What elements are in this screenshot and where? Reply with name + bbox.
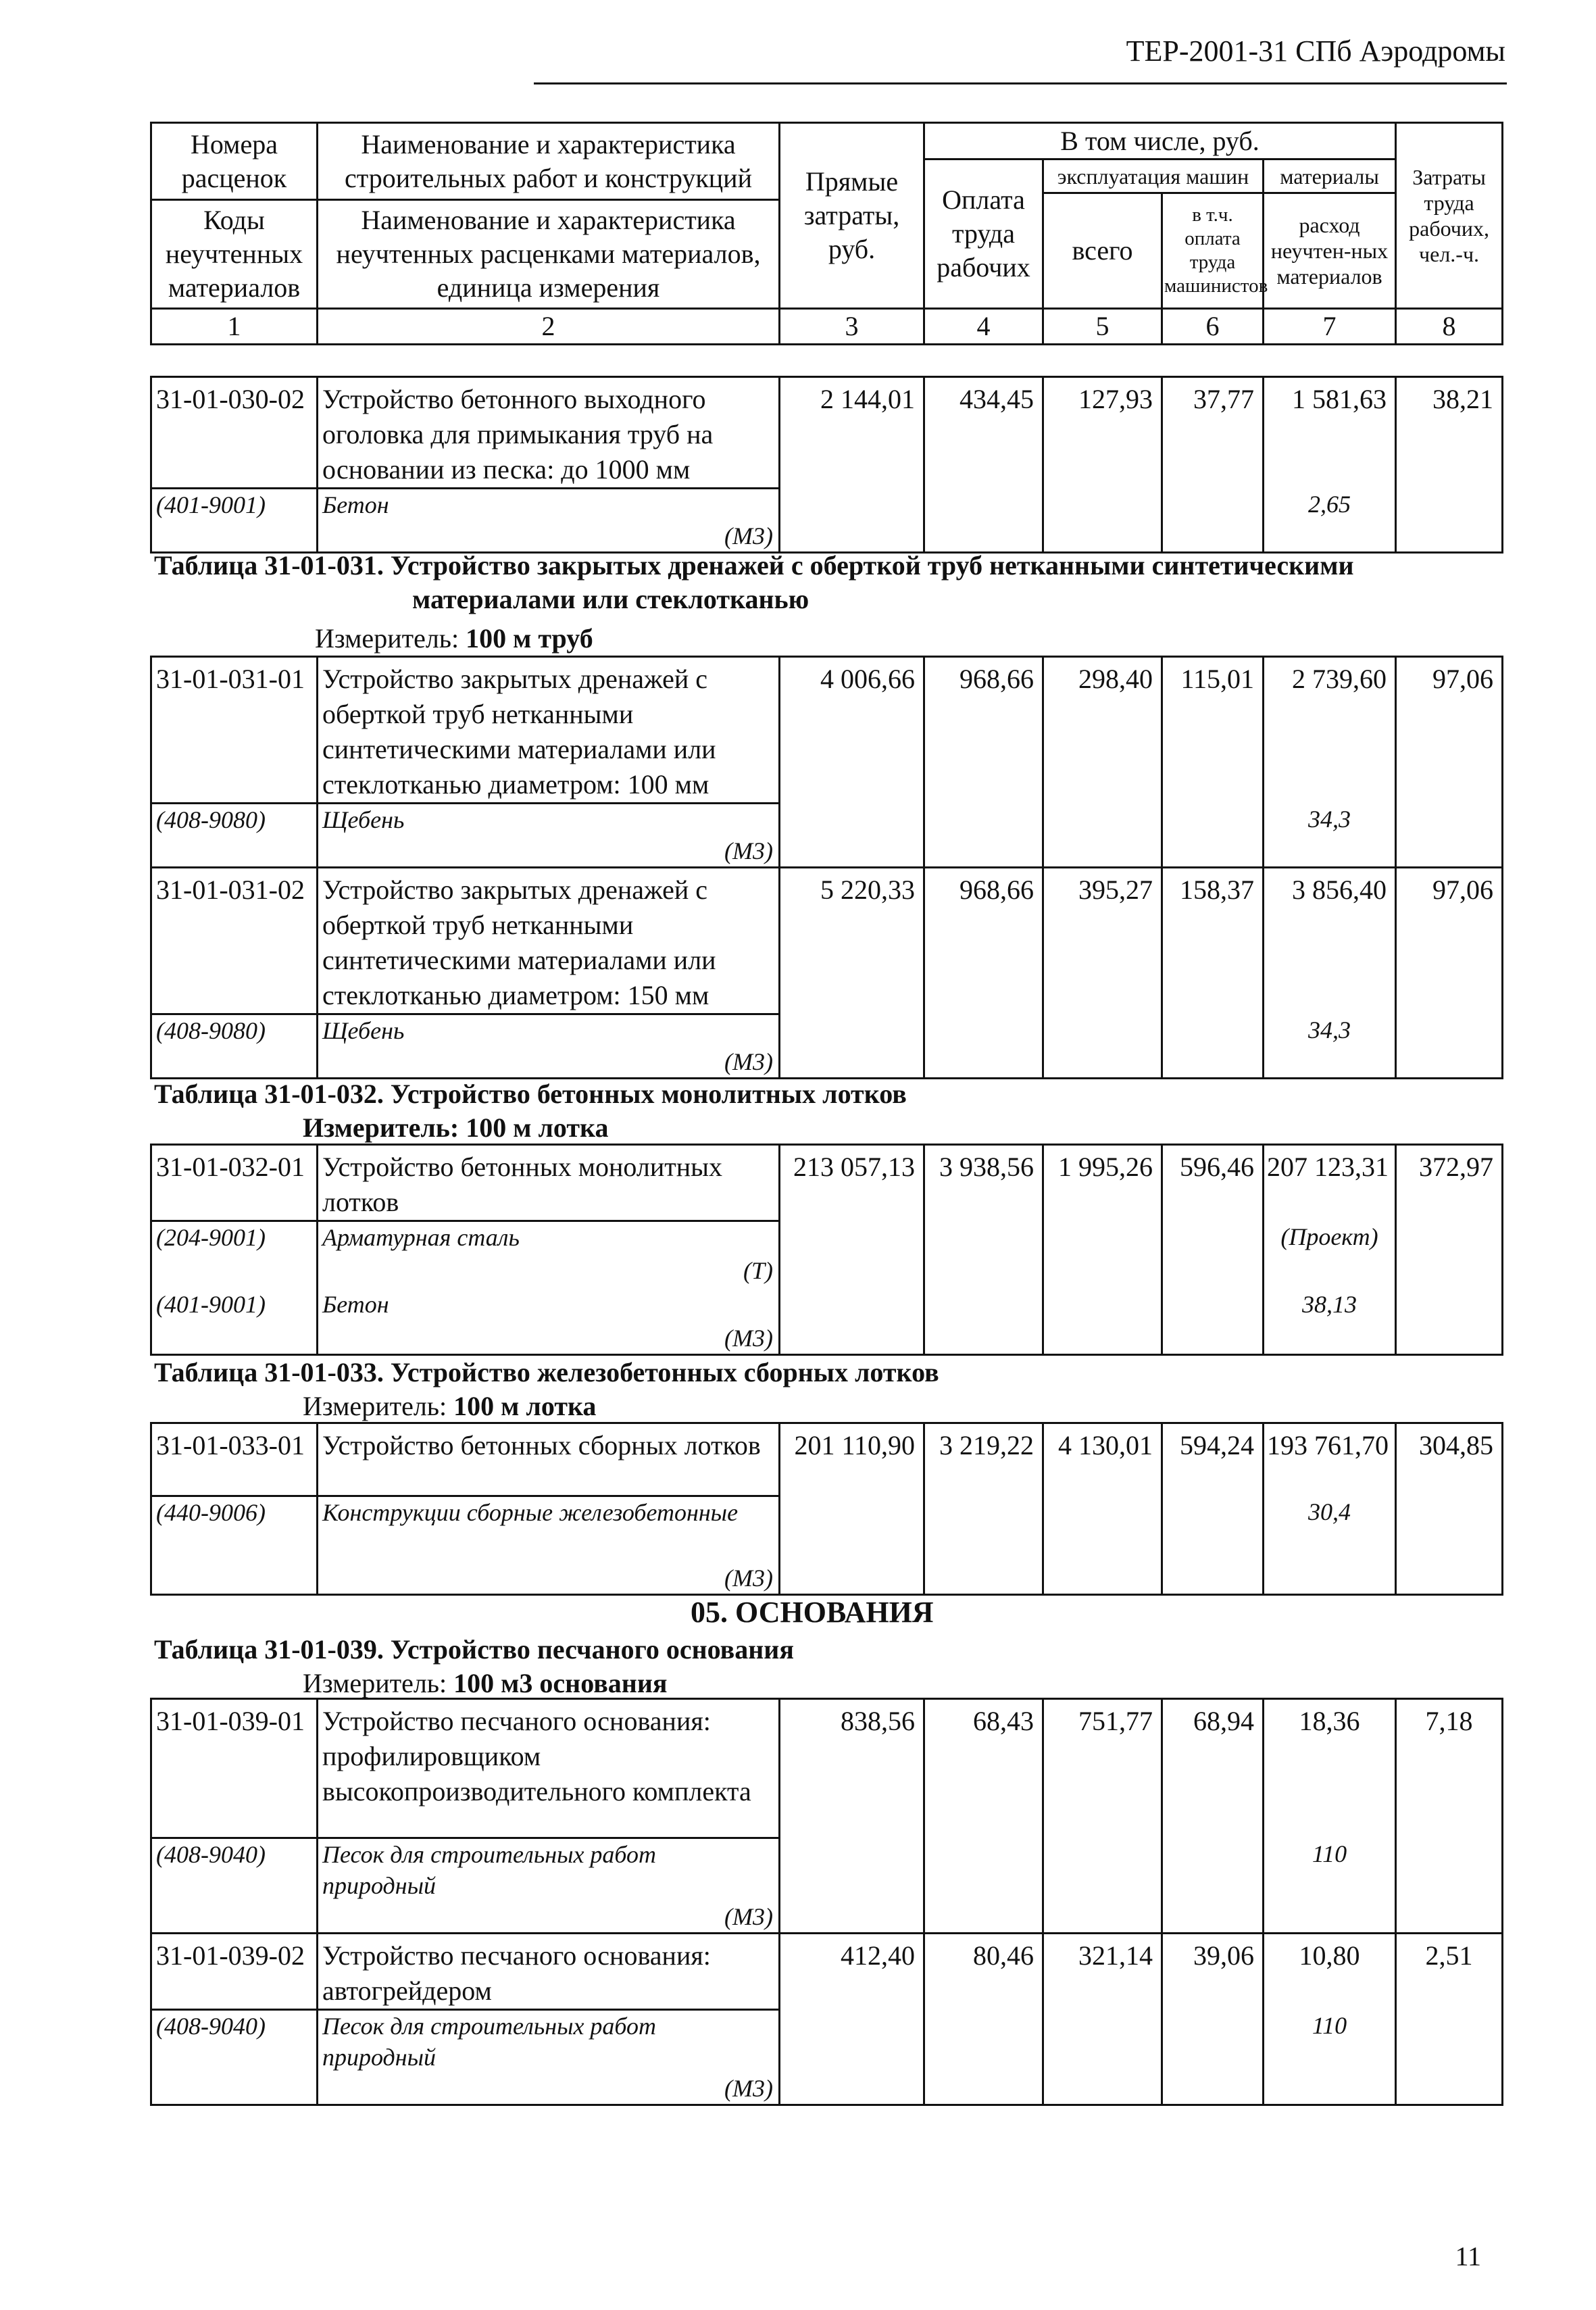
material-code: (408-9080) (151, 804, 318, 868)
materials-cost: 18,36 (1264, 1699, 1396, 1838)
material-code: (204-9001) (151, 1221, 318, 1289)
machines-total: 1 995,26 (1043, 1145, 1162, 1355)
caption-title-cont: материалами или стеклотканью (412, 584, 809, 614)
caption-title: Таблица 31-01-031. Устройство закрытых дренажей с оберткой труб нетканными синтетическими (154, 550, 1354, 581)
col-header-number-label: Номера расценок (181, 128, 287, 193)
table-row (151, 1423, 1503, 1496)
table-block-033 (150, 1422, 1503, 1596)
table-block-030 (150, 376, 1503, 554)
table-block-032 (150, 1144, 1503, 1356)
material-name: Бетон (318, 489, 780, 521)
operators-wages: 68,94 (1162, 1699, 1264, 1934)
col-header-codes: Коды неучтенных материалов (151, 200, 318, 309)
direct-cost: 2 144,01 (780, 377, 924, 553)
material-name: Песок для строительных работ природный (318, 2010, 780, 2073)
material-quantity: 2,65 (1264, 489, 1396, 553)
machines-total: 4 130,01 (1043, 1423, 1162, 1595)
materials-cost: 193 761,70 (1264, 1423, 1396, 1496)
material-code: (401-9001) (151, 489, 318, 553)
col-header-codes-number (151, 123, 318, 200)
machines-total: 395,27 (1043, 868, 1162, 1079)
machines-total: 298,40 (1043, 657, 1162, 868)
labor-hours: 38,21 (1396, 377, 1503, 553)
material-unit: (М3) (318, 1046, 780, 1079)
direct-cost: 5 220,33 (780, 868, 924, 1079)
meter-label: Измеритель: (303, 1668, 454, 1698)
meter (303, 1667, 794, 1700)
rate-description: Устройство песчаного основания: автогрейдером (318, 1934, 780, 2010)
direct-cost: 201 110,90 (780, 1423, 924, 1595)
material-quantity: 34,3 (1264, 804, 1396, 868)
rate-code: 31-01-039-02 (151, 1934, 318, 2010)
labor-hours: 7,18 (1396, 1699, 1503, 1934)
rate-description: Устройство песчаного основания: профилировщиком высокопроизводительного комплекта (318, 1699, 780, 1838)
rate-code: 31-01-039-01 (151, 1699, 318, 1838)
page-number: 11 (1455, 2241, 1481, 2271)
operators-wages: 596,46 (1162, 1145, 1264, 1355)
table-caption-032 (154, 1077, 907, 1145)
meter: Измеритель: 100 м лотка (303, 1112, 609, 1143)
operators-wages: 594,24 (1162, 1423, 1264, 1595)
table-row (151, 868, 1503, 1014)
material-code: (408-9080) (151, 1014, 318, 1079)
material-unit: (М3) (318, 520, 780, 553)
labor-hours: 97,06 (1396, 868, 1503, 1079)
material-unit: (М3) (318, 1563, 780, 1595)
col-header-name-label: Наименование и характеристика строительных работ и конструкций (345, 128, 752, 193)
wages: 80,46 (924, 1934, 1043, 2105)
material-quantity: (Проект) (1264, 1221, 1396, 1289)
wages: 68,43 (924, 1699, 1043, 1934)
material-code: (408-9040) (151, 2010, 318, 2105)
material-quantity: 30,4 (1264, 1496, 1396, 1595)
col-num-7: 7 (1264, 309, 1396, 345)
table-block-039 (150, 1698, 1503, 2106)
material-code: (401-9001) (151, 1289, 318, 1355)
col-header-total: всего (1043, 193, 1162, 309)
meter-031 (315, 622, 593, 656)
material-quantity: 110 (1264, 2010, 1396, 2105)
col-num-2: 2 (318, 309, 780, 345)
table-row (151, 1934, 1503, 2010)
col-header-materials: материалы (1264, 159, 1396, 193)
rate-description: Устройство бетонного выходного оголовка для примыкания труб на основании из песка: до 1000 мм (318, 377, 780, 489)
meter-value: 100 м труб (466, 623, 593, 654)
material-unit: (М3) (318, 1323, 780, 1355)
rate-code: 31-01-030-02 (151, 377, 318, 489)
table-caption-039 (154, 1633, 794, 1700)
material-code: (408-9040) (151, 1838, 318, 1934)
col-header-material-name: Наименование и характеристика неучтенных расценками материалов, единица измерения (318, 200, 780, 309)
col-num-3: 3 (780, 309, 924, 345)
direct-cost: 412,40 (780, 1934, 924, 2105)
rate-description: Устройство закрытых дренажей с оберткой труб нетканными синтетическими материалами или стеклотканью диаметром: 150 мм (318, 868, 780, 1014)
rate-code: 31-01-033-01 (151, 1423, 318, 1496)
labor-hours: 372,97 (1396, 1145, 1503, 1355)
rate-code: 31-01-031-01 (151, 657, 318, 804)
rate-code: 31-01-031-02 (151, 868, 318, 1014)
table-caption-031 (154, 549, 1354, 616)
table-row (151, 1145, 1503, 1221)
table-row (151, 377, 1503, 489)
col-header-name (318, 123, 780, 200)
material-quantity: 38,13 (1264, 1289, 1396, 1355)
col-num-5: 5 (1043, 309, 1162, 345)
machines-total: 321,14 (1043, 1934, 1162, 2105)
table-row (151, 657, 1503, 804)
col-header-wages: Оплата труда рабочих (924, 159, 1043, 309)
rate-description: Устройство закрытых дренажей с оберткой труб нетканными синтетическими материалами или стеклотканью диаметром: 100 мм (318, 657, 780, 804)
col-num-4: 4 (924, 309, 1043, 345)
caption-title: Таблица 31-01-033. Устройство железобетонных сборных лотков (154, 1357, 939, 1387)
material-unit: (М3) (318, 2073, 780, 2105)
table-row (151, 1699, 1503, 1838)
col-num-1: 1 (151, 309, 318, 345)
machines-total: 751,77 (1043, 1699, 1162, 1934)
direct-cost: 4 006,66 (780, 657, 924, 868)
direct-cost: 213 057,13 (780, 1145, 924, 1355)
materials-cost: 2 739,60 (1264, 657, 1396, 804)
material-name: Конструкции сборные железобетонные (318, 1496, 780, 1563)
section-heading: 05. ОСНОВАНИЯ (691, 1596, 934, 1629)
rate-description: Устройство бетонных монолитных лотков (318, 1145, 780, 1221)
materials-cost: 207 123,31 (1264, 1145, 1396, 1221)
material-unit: (Т) (318, 1255, 780, 1289)
col-header-direct: Прямые затраты, руб. (780, 123, 924, 309)
wages: 3 938,56 (924, 1145, 1043, 1355)
table-block-031 (150, 656, 1503, 1079)
wages: 968,66 (924, 868, 1043, 1079)
col-num-8: 8 (1396, 309, 1503, 345)
wages: 434,45 (924, 377, 1043, 553)
operators-wages: 115,01 (1162, 657, 1264, 868)
header-rule (534, 82, 1507, 84)
operators-wages: 158,37 (1162, 868, 1264, 1079)
meter-label: Измеритель: (303, 1391, 454, 1421)
material-quantity: 34,3 (1264, 1014, 1396, 1079)
meter-value: 100 м лотка (453, 1391, 597, 1421)
direct-cost: 838,56 (780, 1699, 924, 1934)
material-quantity: 110 (1264, 1838, 1396, 1934)
material-name: Бетон (318, 1289, 780, 1323)
labor-hours: 97,06 (1396, 657, 1503, 868)
col-header-group: В том числе, руб. (924, 123, 1396, 159)
col-num-6: 6 (1162, 309, 1264, 345)
col-header-machines: эксплуатация машин (1043, 159, 1264, 193)
material-name: Щебень (318, 804, 780, 836)
wages: 3 219,22 (924, 1423, 1043, 1595)
col-header-unaccounted: расход неучтен-ных материалов (1264, 193, 1396, 309)
rate-code: 31-01-032-01 (151, 1145, 318, 1221)
meter (303, 1390, 939, 1423)
materials-cost: 3 856,40 (1264, 868, 1396, 1014)
caption-title: Таблица 31-01-032. Устройство бетонных монолитных лотков (154, 1079, 907, 1109)
rate-description: Устройство бетонных сборных лотков (318, 1423, 780, 1496)
col-header-labor: Затраты труда рабочих, чел.-ч. (1396, 123, 1503, 309)
caption-title: Таблица 31-01-039. Устройство песчаного основания (154, 1634, 794, 1665)
document-header-title: ТЕР-2001-31 СПб Аэродромы (1126, 34, 1505, 68)
machines-total: 127,93 (1043, 377, 1162, 553)
column-header-table (150, 122, 1503, 345)
meter-value: 100 м3 основания (453, 1668, 668, 1698)
wages: 968,66 (924, 657, 1043, 868)
material-name: Щебень (318, 1014, 780, 1047)
materials-cost: 1 581,63 (1264, 377, 1396, 489)
operators-wages: 39,06 (1162, 1934, 1264, 2105)
labor-hours: 2,51 (1396, 1934, 1503, 2105)
material-name: Песок для строительных работ природный (318, 1838, 780, 1902)
col-header-operators: в т.ч. оплата труда машинистов (1162, 193, 1264, 309)
material-unit: (М3) (318, 1901, 780, 1934)
labor-hours: 304,85 (1396, 1423, 1503, 1595)
operators-wages: 37,77 (1162, 377, 1264, 553)
material-unit: (М3) (318, 835, 780, 868)
table-caption-033 (154, 1356, 939, 1423)
material-name: Арматурная сталь (318, 1221, 780, 1255)
material-code: (440-9006) (151, 1496, 318, 1595)
meter-label: Измеритель: (315, 623, 466, 654)
materials-cost: 10,80 (1264, 1934, 1396, 2010)
